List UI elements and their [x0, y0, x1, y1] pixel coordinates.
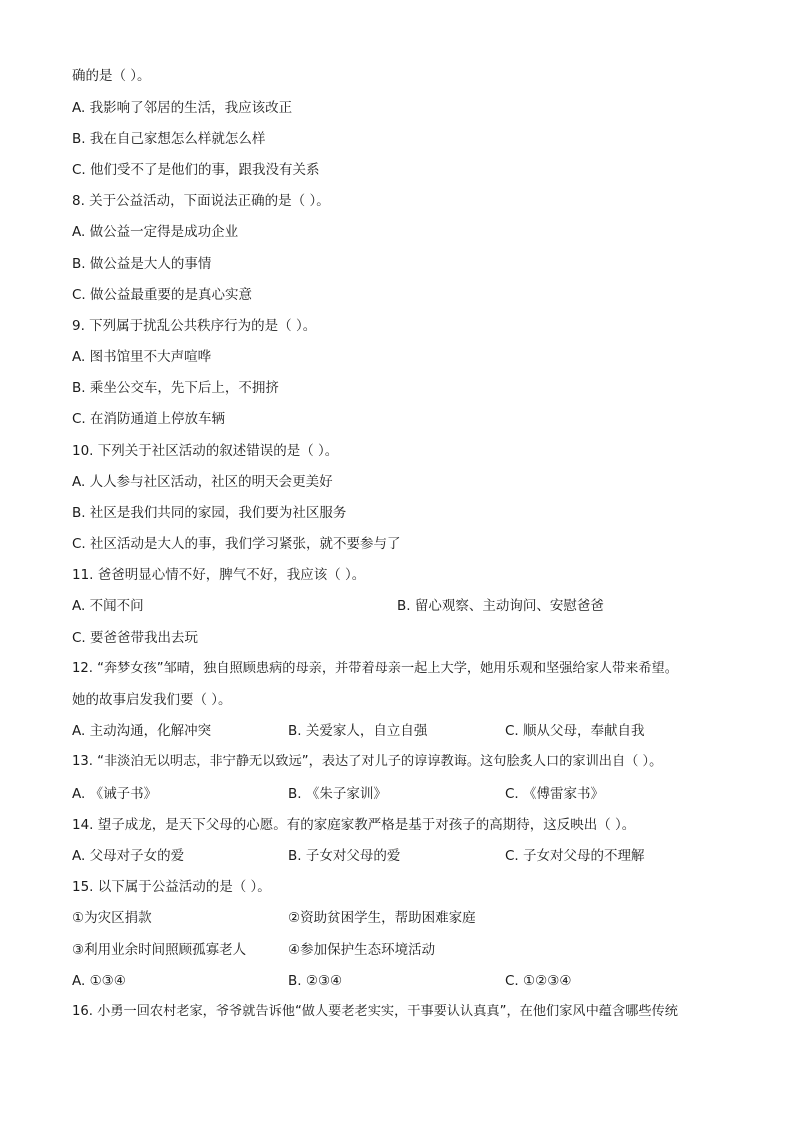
q15-item-1: ①为灾区捐款 [72, 910, 152, 926]
q7-option-c: C. 他们受不了是他们的事，跟我没有关系 [72, 162, 320, 178]
q8-option-b: B. 做公益是大人的事情 [72, 256, 212, 272]
q12-stem: 12. “奔梦女孩”邹晴，独自照顾患病的母亲，并带着母亲一起上大学，她用乐观和坚强给家人带来希望。 [72, 661, 678, 676]
q15-item-4: ④参加保护生态环境活动 [288, 942, 436, 958]
q9-option-c: C. 在消防通道上停放车辆 [72, 411, 226, 427]
q12-option-b: B. 关爱家人，自立自强 [288, 723, 428, 739]
q12-option-c: C. 顺从父母，奉献自我 [505, 723, 645, 739]
q13-option-a: A. 《诫子书》 [72, 786, 158, 802]
q9-stem: 9. 下列属于扰乱公共秩序行为的是（ ）。 [72, 318, 317, 334]
q12-option-a: A. 主动沟通，化解冲突 [72, 723, 212, 739]
q8-option-c: C. 做公益最重要的是真心实意 [72, 287, 253, 303]
q15-stem: 15. 以下属于公益活动的是（ ）。 [72, 879, 271, 895]
q11-option-c: C. 要爸爸带我出去玩 [72, 630, 199, 646]
q7-option-b: B. 我在自己家想怎么样就怎么样 [72, 131, 266, 147]
q11-stem: 11. 爸爸明显心情不好，脾气不好，我应该（ ）。 [72, 567, 366, 583]
q10-option-c: C. 社区活动是大人的事，我们学习紧张，就不要参与了 [72, 536, 401, 552]
q12-stem-continuation: 她的故事启发我们要（ ）。 [72, 692, 232, 708]
q15-option-c: C. ①②③④ [505, 973, 572, 989]
q8-stem: 8. 关于公益活动，下面说法正确的是（ ）。 [72, 193, 330, 209]
q8-option-a: A. 做公益一定得是成功企业 [72, 224, 239, 240]
q15-item-3: ③利用业余时间照顾孤寡老人 [72, 942, 247, 958]
q10-option-b: B. 社区是我们共同的家园，我们要为社区服务 [72, 505, 347, 521]
q15-item-2: ②资助贫困学生，帮助困难家庭 [288, 910, 476, 926]
q16-stem: 16. 小勇一回农村老家，爷爷就告诉他“做人要老老实实，干事要认认真真”，在他们家风中蕴含哪些传统 [72, 1004, 678, 1019]
q7-stem-continuation: 确的是（ ）。 [72, 68, 151, 84]
q14-option-b: B. 子女对父母的爱 [288, 848, 401, 864]
q13-option-c: C. 《傅雷家书》 [505, 786, 605, 802]
q7-option-a: A. 我影响了邻居的生活，我应该改正 [72, 100, 293, 116]
q14-stem: 14. 望子成龙，是天下父母的心愿。有的家庭家教严格是基于对孩子的高期待，这反映出（ ）。 [72, 817, 636, 833]
q9-option-b: B. 乘坐公交车，先下后上，不拥挤 [72, 380, 279, 396]
q14-option-c: C. 子女对父母的不理解 [505, 848, 645, 864]
q10-stem: 10. 下列关于社区活动的叙述错误的是（ ）。 [72, 443, 339, 459]
q15-option-b: B. ②③④ [288, 973, 343, 989]
q10-option-a: A. 人人参与社区活动，社区的明天会更美好 [72, 474, 333, 490]
q13-option-b: B. 《朱子家训》 [288, 786, 387, 802]
q9-option-a: A. 图书馆里不大声喧哗 [72, 349, 212, 365]
q11-option-a: A. 不闻不问 [72, 598, 144, 614]
q13-stem: 13. “非淡泊无以明志，非宁静无以致远”，表达了对儿子的谆谆教诲。这句脍炙人口的家训出自（ ）。 [72, 754, 663, 769]
q14-option-a: A. 父母对子女的爱 [72, 848, 185, 864]
q11-option-b: B. 留心观察、主动询问、安慰爸爸 [397, 598, 604, 614]
q15-option-a: A. ①③④ [72, 973, 126, 989]
